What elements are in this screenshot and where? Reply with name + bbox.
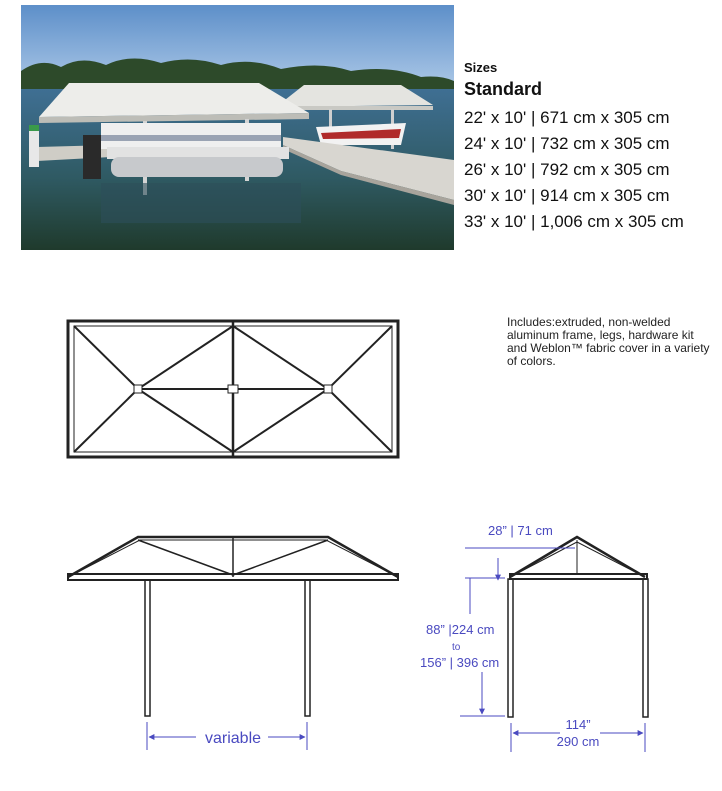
top-view-diagram	[68, 321, 398, 457]
size-item: 26' x 10' | 792 cm x 305 cm	[464, 160, 670, 179]
size-item: 33' x 10' | 1,006 cm x 305 cm	[464, 212, 684, 231]
sizes-subheading: Standard	[464, 79, 543, 99]
end-view-diagram	[508, 537, 648, 717]
size-item: 22' x 10' | 671 cm x 305 cm	[464, 108, 670, 127]
leg-height-min-label: 88” |224 cm	[426, 622, 495, 637]
width-in-label: 114”	[565, 717, 591, 732]
leg-height-to-label: to	[452, 642, 461, 653]
size-item: 30' x 10' | 914 cm x 305 cm	[464, 186, 670, 205]
sizes-heading: Sizes	[464, 60, 498, 75]
includes-text: Includes:extruded, non-welded aluminum frame, legs, hardware kit and Weblon™ fabric cover in a variety of colors.	[507, 315, 710, 368]
leg-spacing-label: variable	[204, 730, 262, 747]
peak-height-label: 28” | 71 cm	[488, 523, 553, 538]
width-cm-label: 290 cm	[556, 734, 600, 749]
side-view-diagram	[68, 537, 398, 716]
leg-height-max-label: 156” | 396 cm	[420, 655, 500, 670]
size-item: 24' x 10' | 732 cm x 305 cm	[464, 134, 670, 153]
